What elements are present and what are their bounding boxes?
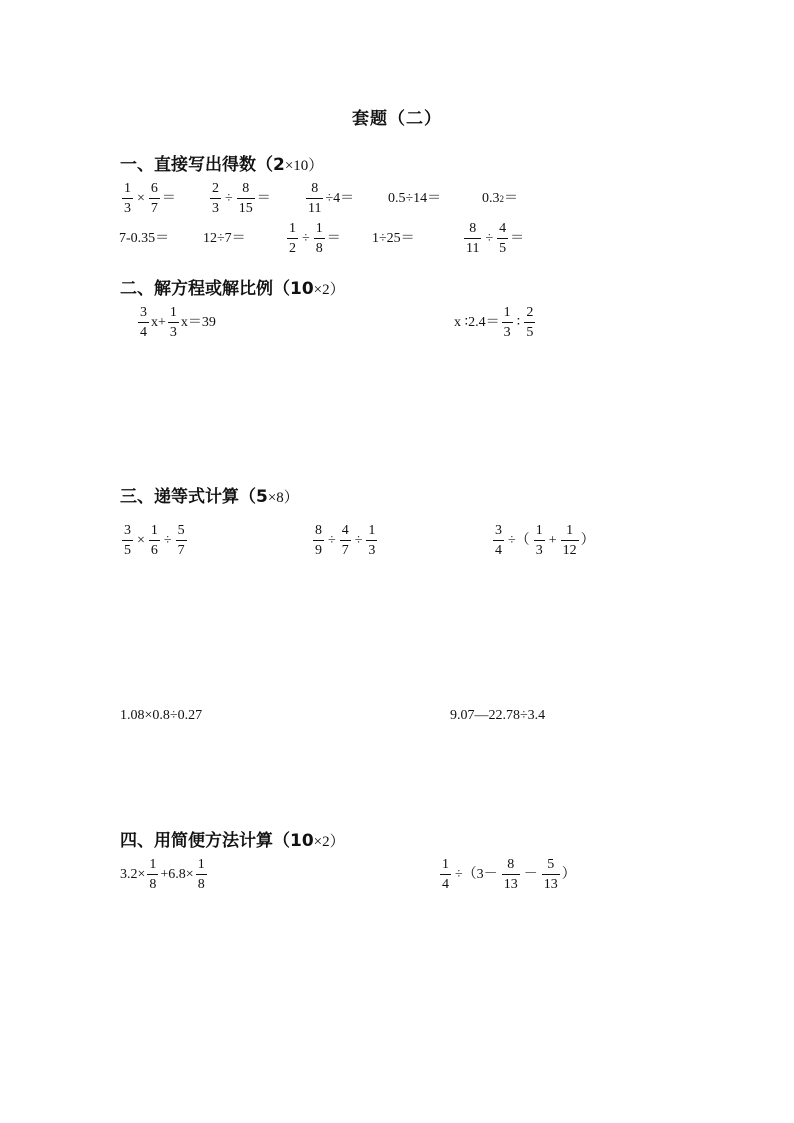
section-heading-score: ×10） — [284, 158, 324, 174]
fraction — [497, 222, 508, 256]
problem-1-5 — [482, 192, 518, 206]
expression-text: 12÷7＝ — [203, 231, 246, 246]
fraction — [464, 222, 481, 256]
fraction — [314, 222, 325, 256]
denominator: 12 — [561, 540, 579, 558]
equals-sign: ＝ — [326, 231, 341, 246]
section-1-heading — [120, 150, 323, 175]
equation-2-1 — [136, 306, 216, 340]
fraction — [138, 306, 149, 340]
denominator: 7 — [176, 540, 187, 558]
expression-text: 1.08×0.8÷0.27 — [120, 708, 203, 723]
section-heading-text: 三、递等式计算（5 — [120, 487, 268, 507]
problem-1-2 — [208, 182, 271, 216]
numerator: 8 — [315, 523, 322, 538]
section-3-heading — [120, 482, 299, 507]
numerator: 1 — [124, 181, 131, 196]
simplify-4-1 — [120, 858, 209, 892]
denominator: 9 — [313, 540, 324, 558]
calculation-3-1 — [120, 524, 189, 558]
fraction — [287, 222, 298, 256]
denominator: 5 — [524, 322, 535, 340]
denominator: 15 — [237, 198, 255, 216]
operator: ÷（3－ — [455, 867, 498, 882]
denominator: 8 — [314, 238, 325, 256]
fraction — [313, 524, 324, 558]
close-paren: ） — [580, 533, 595, 548]
equals-sign: ＝ — [256, 191, 271, 206]
operator: ÷ — [302, 231, 310, 246]
fraction — [534, 524, 545, 558]
expression-tail: ÷4＝ — [325, 191, 355, 206]
simplify-4-2 — [438, 858, 576, 892]
section-heading-text: 四、用简便方法计算（10 — [120, 831, 314, 851]
operator: ÷ — [354, 533, 363, 548]
expression-tail: x＝39 — [180, 315, 216, 330]
denominator: 8 — [147, 874, 158, 892]
section-heading-score: ×2） — [313, 834, 345, 850]
page-title: 套题（二） — [352, 109, 442, 129]
problem-1-4 — [388, 192, 441, 206]
problem-1-3 — [304, 182, 354, 216]
section-heading-score: ×8） — [267, 490, 299, 506]
equals-sign: ＝ — [510, 231, 525, 246]
operator: － — [523, 867, 538, 882]
numerator: 6 — [150, 181, 158, 196]
operator: ÷（ — [508, 533, 530, 548]
numerator: 4 — [341, 523, 349, 538]
fraction — [502, 858, 520, 892]
denominator: 4 — [440, 874, 451, 892]
problem-1-6 — [119, 232, 169, 246]
calculation-3-3 — [491, 524, 595, 558]
expression-head: 3.2× — [120, 867, 146, 882]
numerator: 4 — [499, 221, 507, 236]
calculation-3-2 — [311, 524, 379, 558]
operator: ÷ — [485, 231, 494, 246]
numerator: 8 — [242, 181, 250, 196]
denominator: 7 — [340, 540, 351, 558]
fraction — [168, 306, 179, 340]
operator: ÷ — [225, 191, 233, 206]
numerator: 1 — [169, 305, 177, 320]
fraction — [306, 182, 323, 216]
denominator: 13 — [542, 874, 560, 892]
operator: ÷ — [163, 533, 172, 548]
numerator: 3 — [124, 523, 131, 538]
fraction — [493, 524, 504, 558]
expression-text: 0.5÷14＝ — [388, 191, 442, 206]
denominator: 3 — [534, 540, 545, 558]
fraction — [147, 858, 158, 892]
fraction — [502, 306, 513, 340]
fraction — [561, 524, 579, 558]
numerator: 2 — [526, 305, 534, 320]
expression-mid: +6.8× — [160, 867, 194, 882]
denominator: 3 — [366, 540, 377, 558]
expression-base: 0.3 — [482, 191, 500, 206]
numerator: 1 — [150, 523, 158, 538]
denominator: 5 — [497, 238, 508, 256]
expression-head: x ∶2.4＝ — [454, 315, 500, 330]
section-heading-score: ×2） — [313, 282, 345, 298]
numerator: 1 — [315, 221, 323, 236]
denominator: 4 — [138, 322, 149, 340]
denominator: 7 — [149, 198, 160, 216]
fraction — [122, 182, 133, 216]
fraction — [524, 306, 535, 340]
fraction — [176, 524, 187, 558]
problem-1-7 — [203, 232, 246, 246]
section-2-heading — [120, 274, 345, 299]
numerator: 1 — [368, 523, 376, 538]
denominator: 2 — [287, 238, 298, 256]
denominator: 13 — [502, 874, 520, 892]
numerator: 8 — [469, 221, 477, 236]
fraction — [237, 182, 255, 216]
fraction — [542, 858, 560, 892]
equation-2-2 — [454, 306, 537, 340]
numerator: 1 — [197, 857, 205, 872]
operator: × — [137, 533, 145, 548]
numerator: 1 — [535, 523, 543, 538]
problem-1-1 — [120, 182, 176, 216]
denominator: 4 — [493, 540, 504, 558]
fraction — [440, 858, 451, 892]
calculation-3-4 — [120, 709, 202, 723]
problem-1-10 — [462, 222, 524, 256]
denominator: 11 — [464, 238, 481, 256]
section-heading-text: 二、解方程或解比例（10 — [120, 279, 314, 299]
operator: + — [548, 533, 557, 548]
expression-text: 7-0.35＝ — [119, 231, 170, 246]
numerator: 5 — [177, 523, 185, 538]
problem-1-8 — [285, 222, 341, 256]
numerator: 1 — [503, 305, 511, 320]
fraction — [210, 182, 221, 216]
operator: × — [137, 191, 145, 206]
operator: ÷ — [328, 533, 336, 548]
fraction — [149, 524, 160, 558]
expression-mid: x+ — [151, 315, 166, 330]
numerator: 1 — [149, 857, 157, 872]
fraction — [366, 524, 377, 558]
close-paren: ） — [561, 867, 576, 882]
calculation-3-5 — [450, 709, 545, 723]
equals-sign: ＝ — [161, 191, 176, 206]
ratio-colon: ∶ — [516, 315, 521, 330]
fraction — [122, 524, 133, 558]
numerator: 1 — [566, 523, 574, 538]
expression-text: 9.07—22.78÷3.4 — [450, 708, 546, 723]
numerator: 3 — [140, 305, 147, 320]
numerator: 3 — [495, 523, 502, 538]
numerator: 8 — [311, 181, 319, 196]
denominator: 3 — [122, 198, 133, 216]
section-heading-text: 一、直接写出得数（2 — [120, 155, 285, 175]
numerator: 1 — [289, 221, 296, 236]
equals-sign: ＝ — [504, 191, 518, 206]
exponent: 2 — [499, 193, 504, 204]
fraction — [196, 858, 207, 892]
fraction — [149, 182, 160, 216]
denominator: 11 — [306, 198, 323, 216]
denominator: 5 — [122, 540, 133, 558]
section-4-heading — [120, 826, 345, 851]
numerator: 5 — [547, 857, 555, 872]
problem-1-9 — [372, 232, 415, 246]
numerator: 8 — [507, 857, 515, 872]
denominator: 6 — [149, 540, 160, 558]
numerator: 1 — [442, 857, 449, 872]
denominator: 3 — [210, 198, 221, 216]
denominator: 3 — [168, 322, 179, 340]
numerator: 2 — [212, 181, 219, 196]
expression-text: 1÷25＝ — [372, 231, 415, 246]
denominator: 3 — [502, 322, 513, 340]
denominator: 8 — [196, 874, 207, 892]
fraction — [340, 524, 351, 558]
